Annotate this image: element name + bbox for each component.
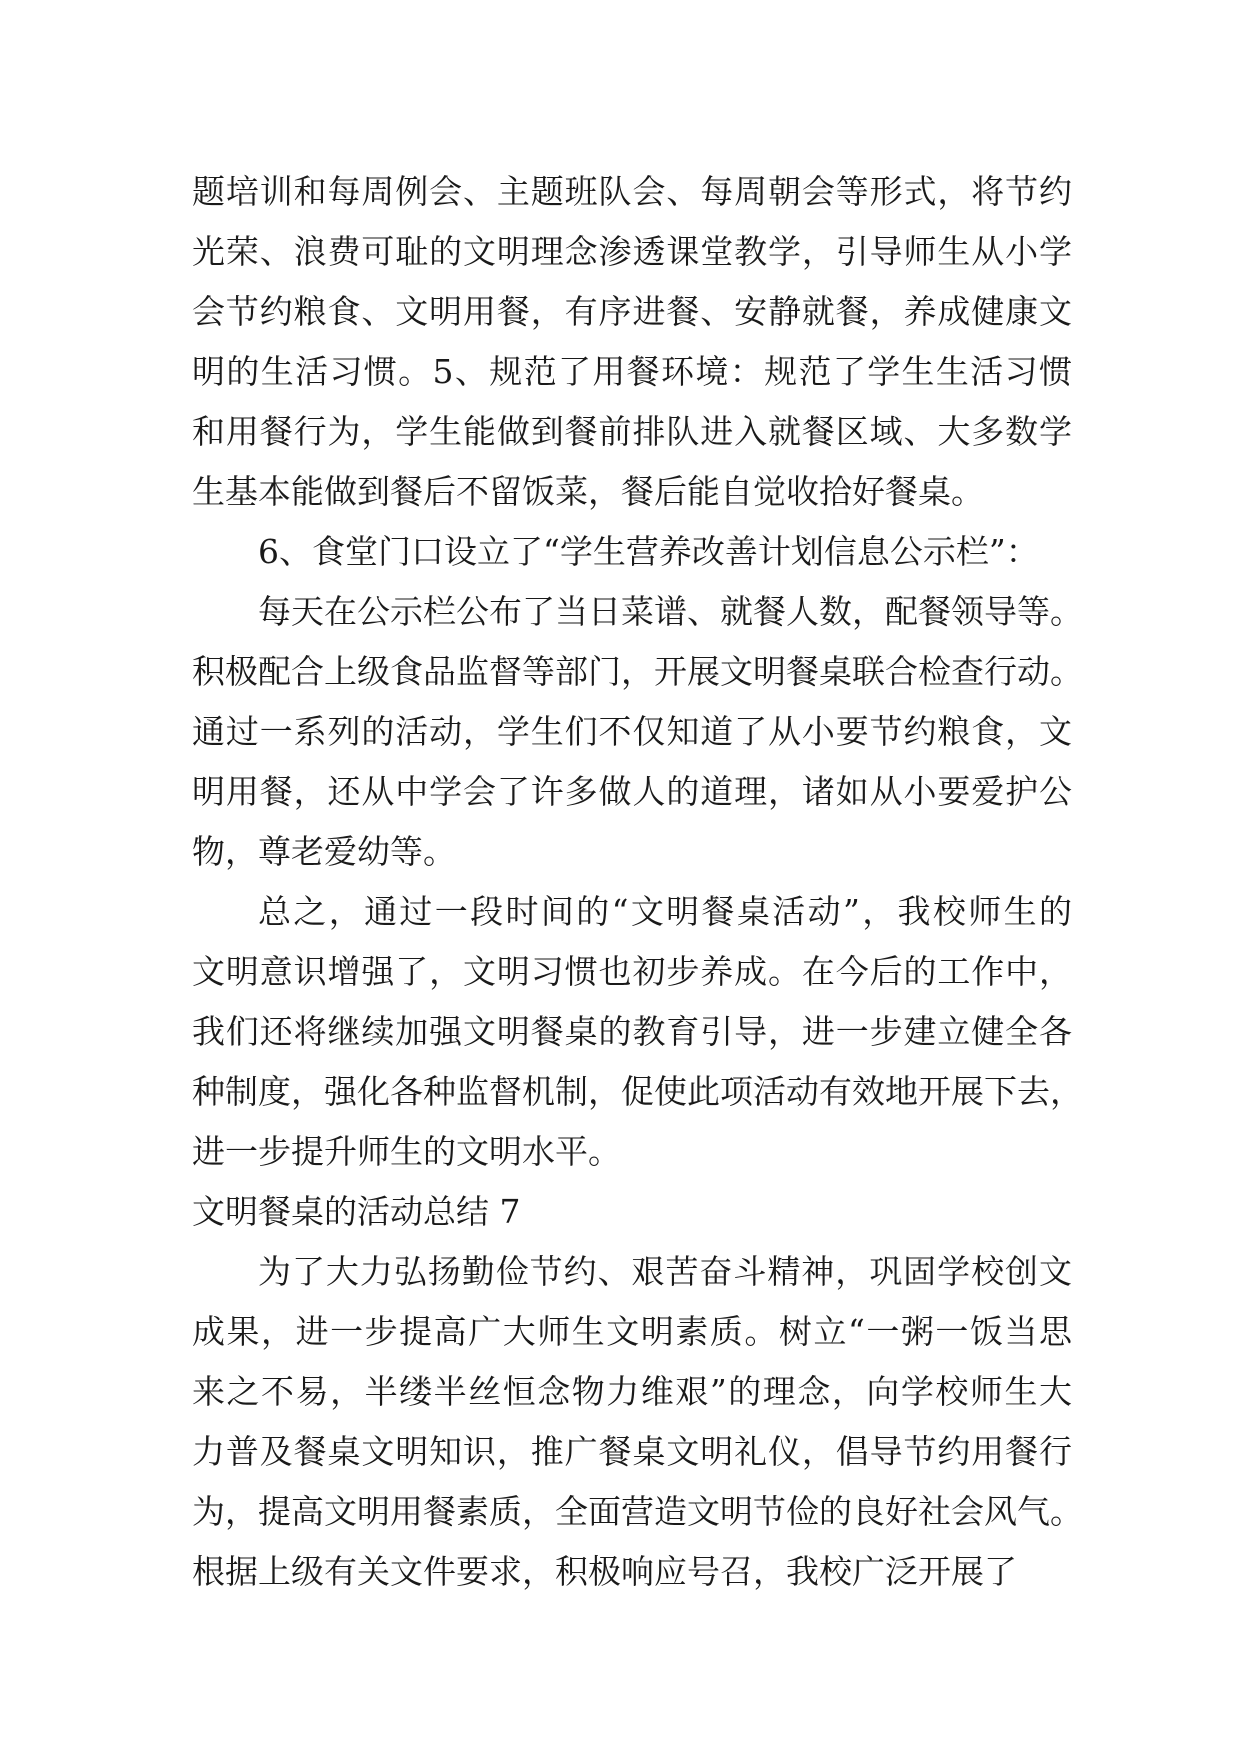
- text-line: 通过一系列的活动，学生们不仅知道了从小要节约粮食，文: [192, 712, 1072, 751]
- text-line: 题培训和每周例会、主题班队会、每周朝会等形式，将节约: [192, 172, 1072, 211]
- text-line: 和用餐行为，学生能做到餐前排队进入就餐区域、大多数学: [192, 412, 1072, 451]
- text-line: 我们还将继续加强文明餐桌的教育引导，进一步建立健全各: [192, 1012, 1072, 1051]
- text-line: 明用餐，还从中学会了许多做人的道理，诸如从小要爱护公: [192, 772, 1072, 811]
- text-line: 明的生活习惯。5、规范了用餐环境：规范了学生生活习惯: [192, 352, 1072, 391]
- document-body: [192, 162, 1083, 1602]
- paragraph-3: [192, 582, 1083, 882]
- text-line: 6、食堂门口设立了“学生营养改善计划信息公示栏”：: [258, 532, 1039, 571]
- text-line: 根据上级有关文件要求，积极响应号召，我校广泛开展了: [192, 1552, 1017, 1591]
- text-line: 总之，通过一段时间的“文明餐桌活动”，我校师生的: [258, 892, 1072, 931]
- text-line: 会节约粮食、文明用餐，有序进餐、安静就餐，养成健康文: [192, 292, 1072, 331]
- text-line: 生基本能做到餐后不留饭菜，餐后能自觉收拾好餐桌。: [192, 472, 984, 511]
- text-line: 物，尊老爱幼等。: [192, 832, 456, 871]
- paragraph-1: [192, 162, 1072, 522]
- section-heading: 文明餐桌的活动总结 7: [192, 1192, 521, 1231]
- text-line: 力普及餐桌文明知识，推广餐桌文明礼仪，倡导节约用餐行: [192, 1432, 1072, 1471]
- text-line: 进一步提升师生的文明水平。: [192, 1132, 621, 1171]
- paragraph-5: [192, 1242, 1083, 1602]
- text-line: 光荣、浪费可耻的文明理念渗透课堂教学，引导师生从小学: [192, 232, 1072, 271]
- text-line: 为，提高文明用餐素质，全面营造文明节俭的良好社会风气。: [192, 1492, 1083, 1531]
- text-line: 来之不易，半缕半丝恒念物力维艰”的理念，向学校师生大: [192, 1372, 1072, 1411]
- text-line: 每天在公示栏公布了当日菜谱、就餐人数，配餐领导等。: [258, 592, 1083, 631]
- text-line: 种制度，强化各种监督机制，促使此项活动有效地开展下去，: [192, 1072, 1083, 1111]
- text-line: 为了大力弘扬勤俭节约、艰苦奋斗精神，巩固学校创文: [258, 1252, 1072, 1291]
- text-line: 积极配合上级食品监督等部门，开展文明餐桌联合检查行动。: [192, 652, 1083, 691]
- paragraph-2: [192, 522, 1072, 582]
- text-line: 文明意识增强了，文明习惯也初步养成。在今后的工作中，: [192, 952, 1072, 991]
- paragraph-4: [192, 882, 1083, 1182]
- text-line: 成果，进一步提高广大师生文明素质。树立“一粥一饭当思: [192, 1312, 1072, 1351]
